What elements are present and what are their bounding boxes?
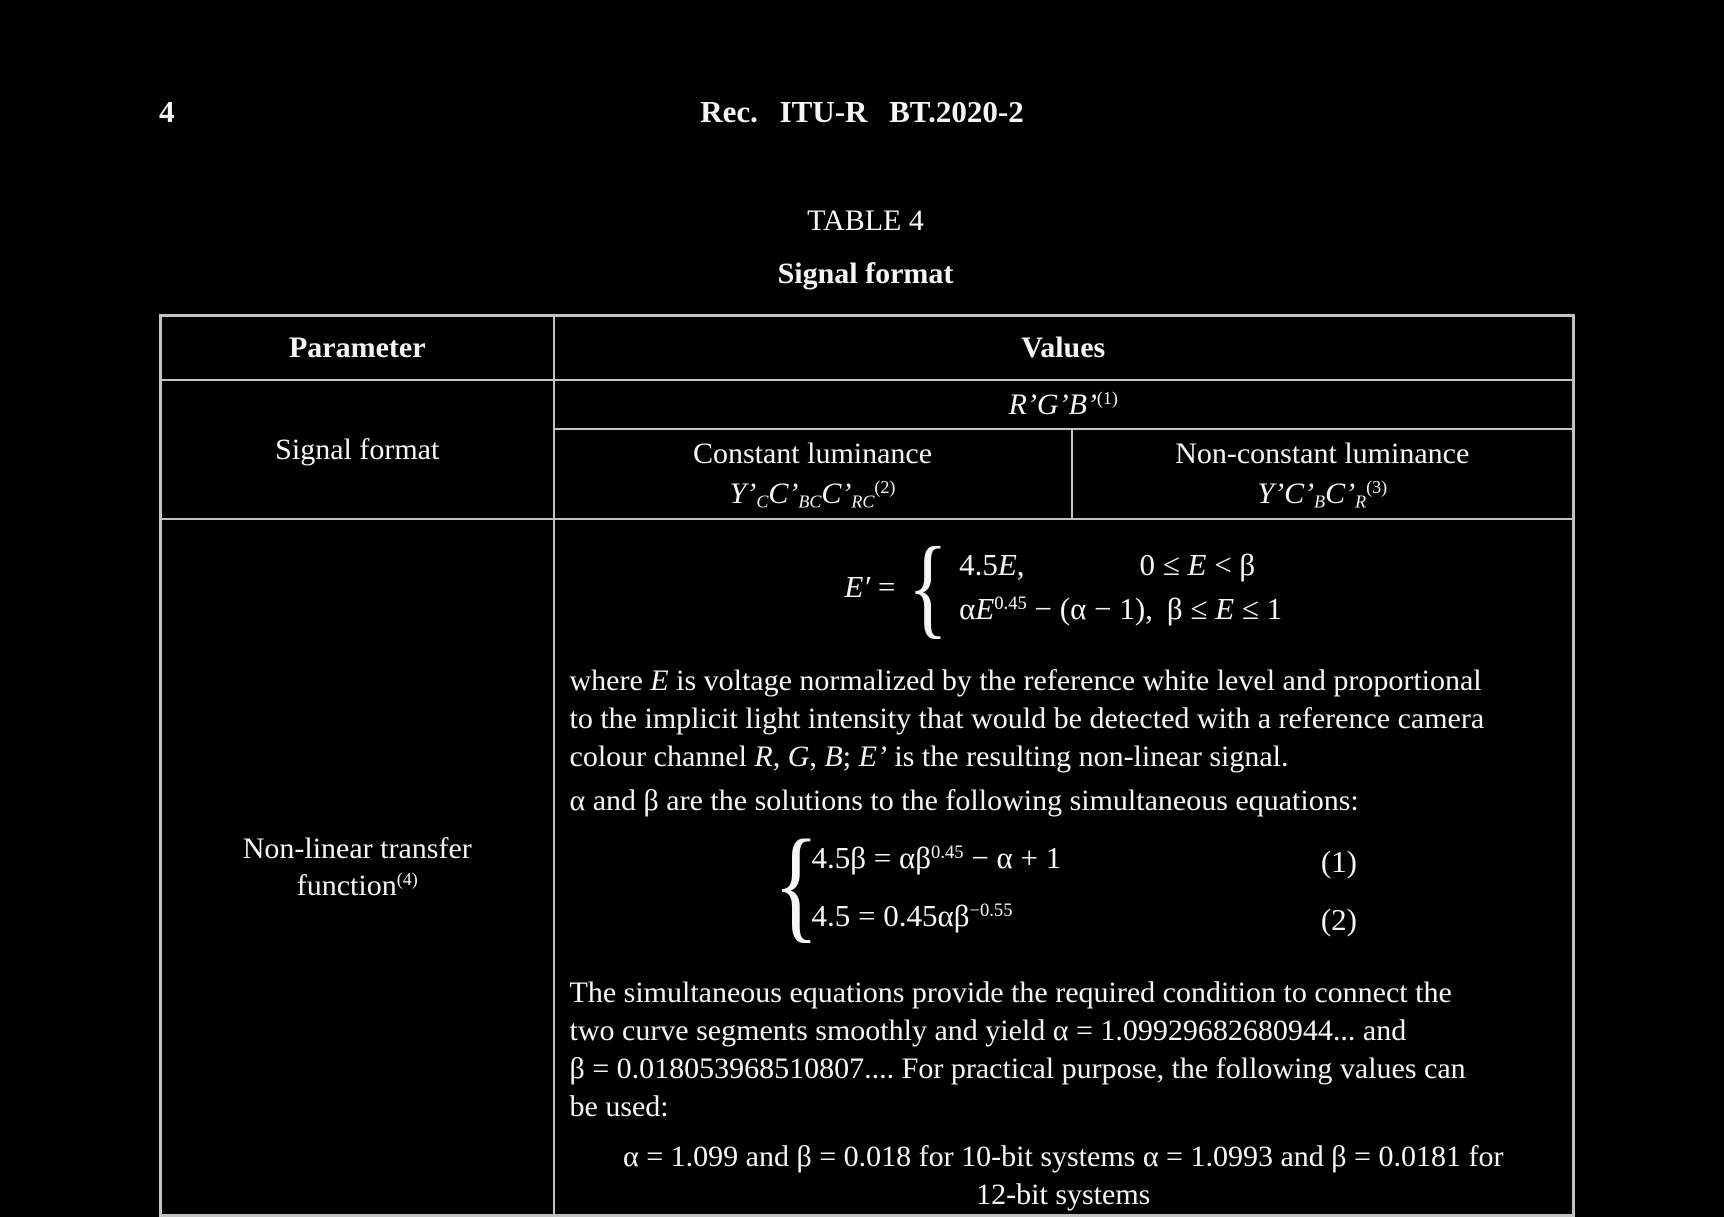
transfer-footnote-marker: (4): [396, 869, 418, 890]
transfer-function-row: [161, 519, 1574, 1216]
piecewise-case-2: $\alpha E^{0.45} - (\alpha - 1)$, β ≤ E ≤ 1: [959, 591, 1283, 626]
equation-2-number: (2): [1320, 902, 1358, 937]
text-line: to the implicit light intensity that would be detected with a reference camera: [569, 702, 1485, 735]
rgb-formula: R’G’B’: [1008, 387, 1097, 421]
page-number: 4: [159, 94, 175, 129]
practical-values: [570, 1138, 1558, 1214]
text-line: colour channel R, G, B; E’ is the resulting non-linear signal.: [569, 740, 1289, 773]
text-line: where E is voltage normalized by the reference white level and proportional: [569, 664, 1482, 697]
piecewise-case-1: 4.5E, 0 ≤ E < β: [959, 547, 1256, 582]
signal-format-table: [159, 314, 1575, 1217]
piecewise-lhs: E′ =: [844, 569, 896, 604]
constant-footnote-marker: (2): [874, 477, 896, 498]
non-constant-luminance-cell: [1072, 429, 1574, 519]
text-line: The simultaneous equations provide the required condition to connect the: [569, 976, 1452, 1009]
rgb-format-row: [161, 380, 1574, 429]
non-constant-luminance-formula: $Y’C’_BC’_R^{(3)}$: [1257, 477, 1388, 512]
text-line: two curve segments smoothly and yield α = 1.09929682680944... and: [569, 1014, 1407, 1047]
signal-format-label-cell: Signal format: [161, 380, 554, 519]
left-brace: {: [908, 525, 949, 649]
left-brace: {: [773, 815, 819, 954]
equation-2: $4.5 = 0.45\alpha\beta^{-0.55}$: [811, 898, 1013, 933]
transfer-function-label-cell: Non-linear transfer function$^{(4)}$: [161, 519, 554, 1216]
constant-luminance-title: Constant luminance: [692, 437, 933, 470]
table-caption-label: TABLE 4: [807, 204, 924, 237]
transfer-function-content-cell: [554, 519, 1574, 1216]
parameter-header-cell: Parameter: [161, 316, 554, 381]
text-line: 12-bit systems: [976, 1178, 1151, 1211]
rgb-footnote-marker: (1): [1096, 387, 1118, 408]
equation-1: $4.5\beta = \alpha\beta^{0.45} - \alpha + 1$: [811, 840, 1062, 875]
text-line: β = 0.018053968510807.... For practical purpose, the following values can: [569, 1052, 1466, 1085]
table-header-row: [161, 316, 1574, 381]
text-line: α = 1.099 and β = 0.018 for 10-bit systems α = 1.0993 and β = 0.0181 for: [623, 1140, 1504, 1173]
values-header-cell: Values: [554, 316, 1574, 381]
constant-luminance-formula: $Y’_CC’_{BC}C’_{RC}^{(2)}$: [729, 477, 896, 512]
rgb-format-cell: [554, 380, 1574, 429]
non-constant-luminance-title: Non-constant luminance: [1175, 437, 1470, 470]
text-line: α and β are the solutions to the following simultaneous equations:: [569, 784, 1359, 817]
constant-luminance-cell: [554, 429, 1072, 519]
simultaneous-equations: [570, 815, 1558, 974]
text-line: be used:: [569, 1090, 669, 1123]
solution-paragraph: [570, 974, 1558, 1126]
transfer-function-label: Non-linear transfer: [242, 832, 472, 865]
equation-1-number: (1): [1320, 844, 1358, 879]
definition-paragraph: [570, 662, 1558, 820]
non-constant-footnote-marker: (3): [1366, 477, 1388, 498]
table-caption-title: Signal format: [777, 257, 954, 290]
piecewise-equation: [570, 526, 1558, 648]
document-title: Rec. ITU-R BT.2020-2: [700, 94, 1024, 129]
